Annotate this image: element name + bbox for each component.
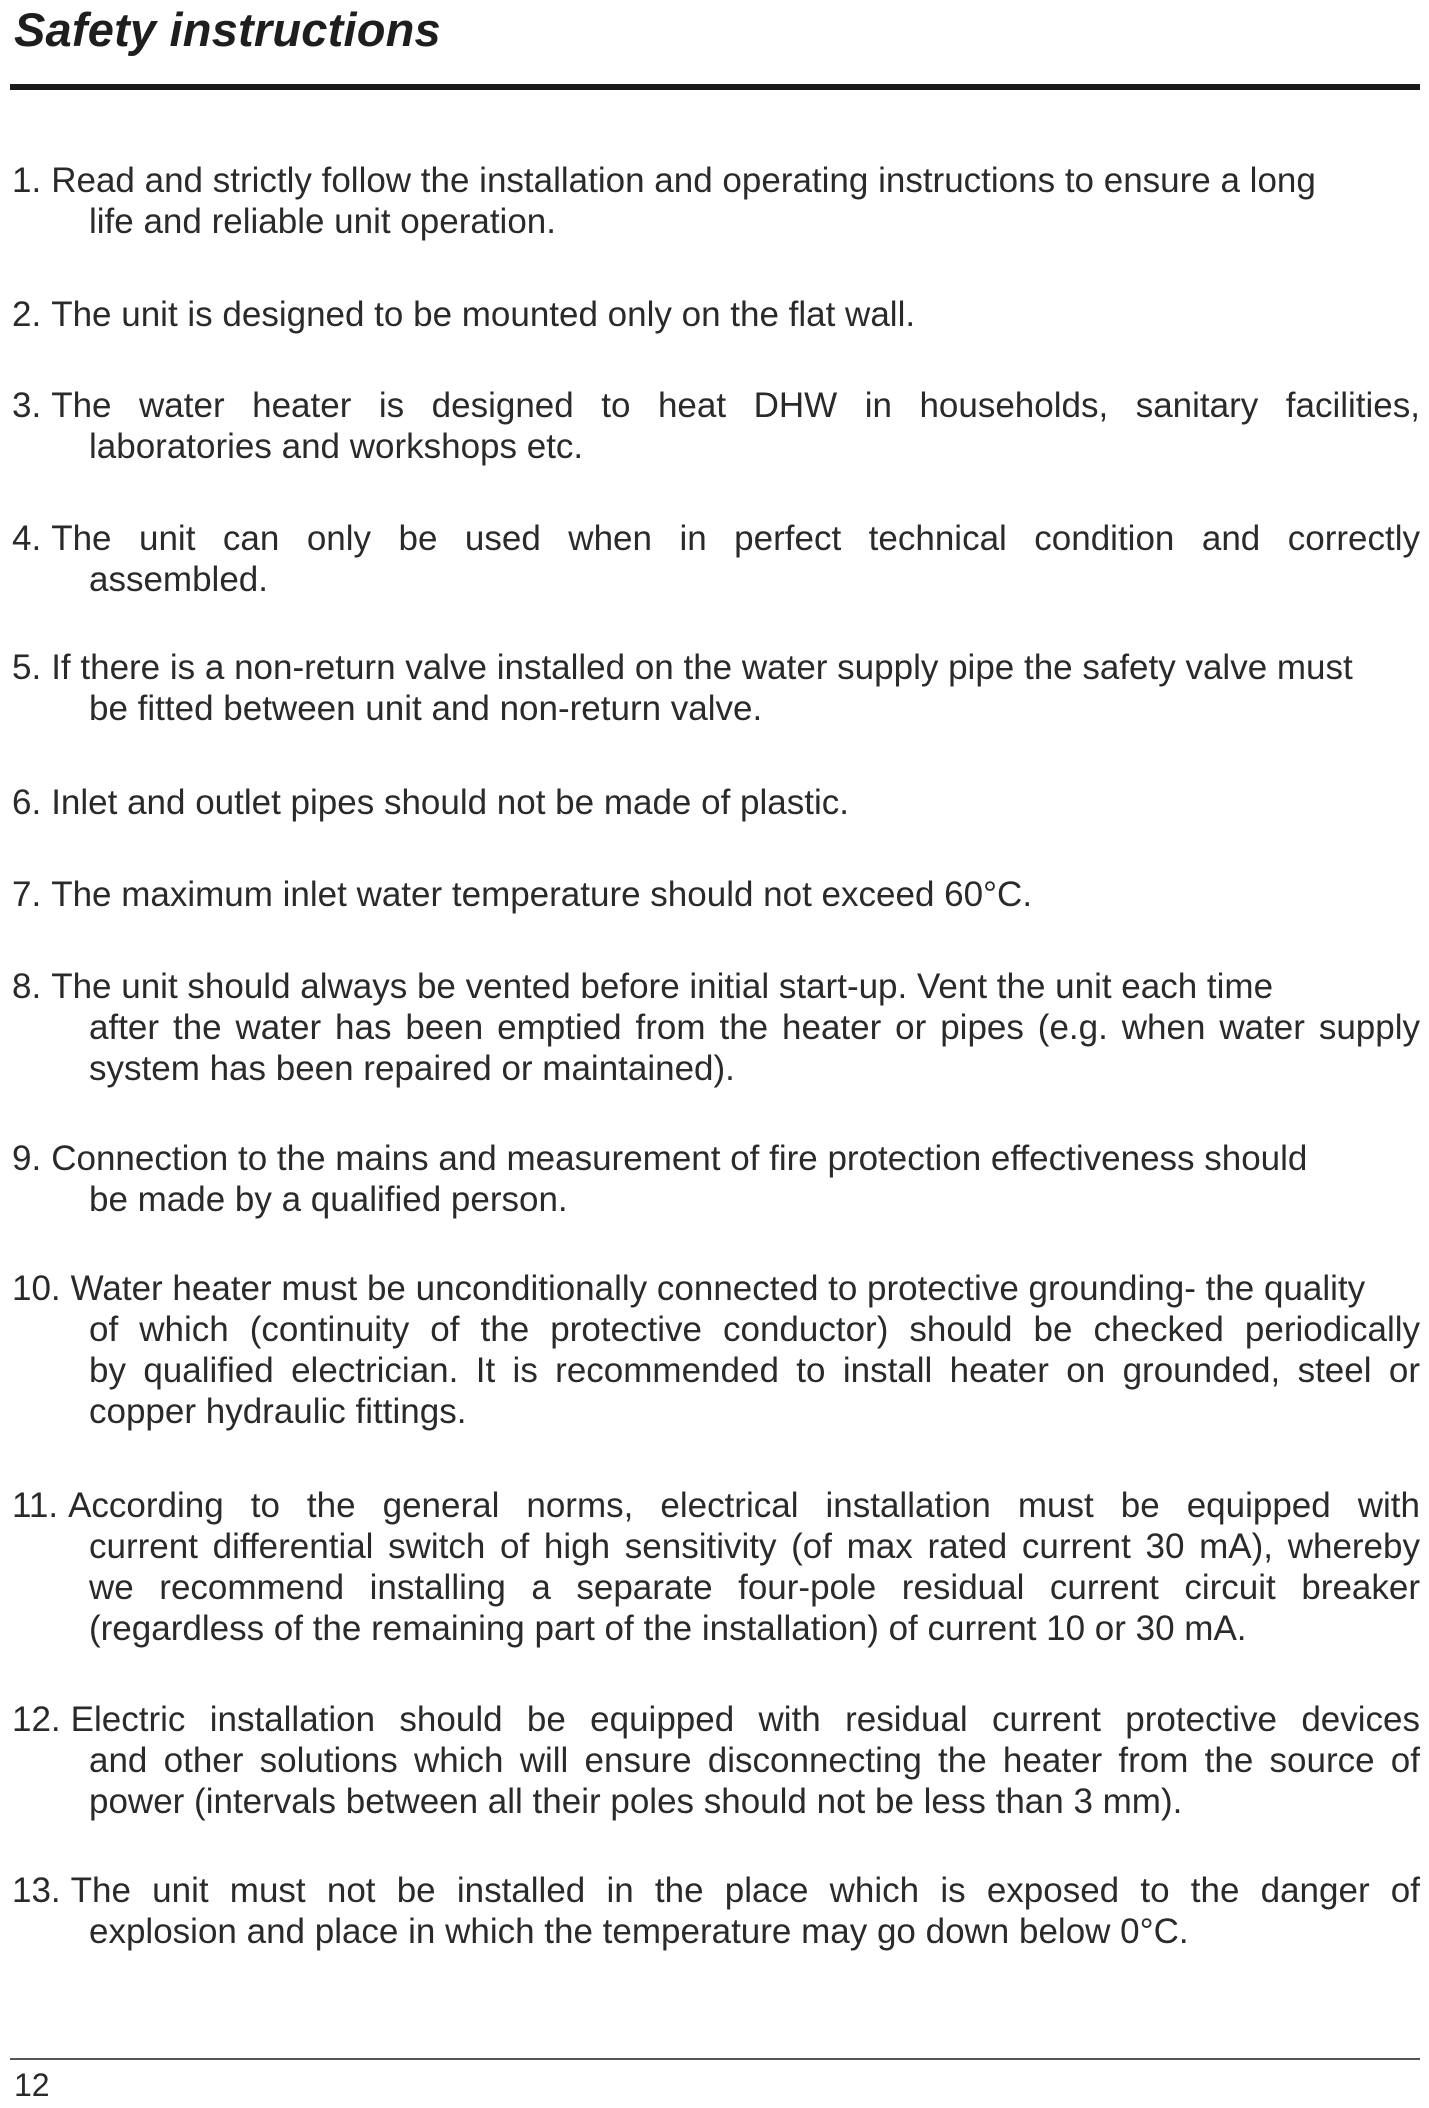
list-item-first-line — [12, 966, 1420, 1007]
list-item-number: 13. — [12, 1871, 61, 1910]
list-item-continuation: of which (continuity of the protective conductor) should be checked periodically — [89, 1310, 1420, 1349]
list-item-continuation: assembled. — [89, 560, 268, 599]
list-item-first-line — [12, 647, 1420, 688]
list-item-first-line — [12, 160, 1420, 201]
list-item — [12, 385, 1420, 467]
list-item-text: According to the general norms, electrical installation must be equipped with — [68, 1486, 1420, 1525]
list-item-first-line — [12, 782, 1420, 823]
list-item-continuation: by qualified electrician. It is recommended to install heater on grounded, steel or — [89, 1351, 1420, 1390]
page-title: Safety instructions — [14, 3, 441, 56]
list-item-continuation: and other solutions which will ensure disconnecting the heater from the source of — [89, 1741, 1420, 1780]
list-item-number: 3. — [12, 386, 42, 425]
page-number: 12 — [14, 2067, 50, 2103]
list-item-number: 5. — [12, 648, 42, 687]
list-item — [12, 1699, 1420, 1822]
list-item-first-line — [12, 294, 1420, 335]
list-item-first-line — [12, 1138, 1420, 1179]
list-item — [12, 874, 1420, 915]
list-item-text: Connection to the mains and measurement of fire protection effectiveness should — [51, 1139, 1308, 1178]
list-item — [12, 647, 1420, 729]
list-item-number: 6. — [12, 783, 42, 822]
list-item — [12, 518, 1420, 600]
list-item-continuation: be made by a qualified person. — [89, 1180, 568, 1219]
list-item — [12, 782, 1420, 823]
list-item-continuation: we recommend installing a separate four-pole residual current circuit breaker — [89, 1568, 1420, 1607]
list-item-continuation: system has been repaired or maintained). — [89, 1049, 735, 1088]
footer-divider — [10, 2058, 1420, 2060]
list-item-continuation: life and reliable unit operation. — [89, 202, 556, 241]
list-item-first-line — [12, 1699, 1420, 1740]
list-item — [12, 1485, 1420, 1649]
list-item-number: 9. — [12, 1139, 42, 1178]
list-item — [12, 160, 1420, 242]
title-divider — [10, 84, 1420, 90]
list-item-text: If there is a non-return valve installed on the water supply pipe the safety valve must — [51, 648, 1353, 687]
list-item-number: 8. — [12, 967, 42, 1006]
list-item-text: Electric installation should be equipped with residual current protective devices — [70, 1700, 1420, 1739]
list-item-continuation: be fitted between unit and non-return valve. — [89, 689, 763, 728]
list-item — [12, 294, 1420, 335]
list-item — [12, 1870, 1420, 1952]
list-item-number: 10. — [12, 1269, 61, 1308]
list-item — [12, 1268, 1420, 1432]
list-item-continuation: power (intervals between all their poles should not be less than 3 mm). — [89, 1782, 1183, 1821]
list-item — [12, 1138, 1420, 1220]
list-item-number: 4. — [12, 519, 42, 558]
list-item-text: The unit is designed to be mounted only on the flat wall. — [51, 295, 916, 334]
list-item-text: The water heater is designed to heat DHW in households, sanitary facilities, — [51, 386, 1420, 425]
list-item-continuation: explosion and place in which the temperature may go down below 0°C. — [89, 1912, 1189, 1951]
list-item-text: Inlet and outlet pipes should not be made of plastic. — [51, 783, 849, 822]
list-item-first-line — [12, 518, 1420, 559]
list-item-number: 1. — [12, 161, 42, 200]
list-item-number: 12. — [12, 1700, 61, 1739]
list-item-text: The unit can only be used when in perfect technical condition and correctly — [51, 519, 1420, 558]
list-item-continuation: laboratories and workshops etc. — [89, 427, 584, 466]
list-item-continuation: (regardless of the remaining part of the installation) of current 10 or 30 mA. — [89, 1609, 1247, 1648]
list-item-text: The unit should always be vented before initial start-up. Vent the unit each time — [51, 967, 1274, 1006]
list-item-number: 2. — [12, 295, 42, 334]
list-item-continuation: copper hydraulic fittings. — [89, 1392, 467, 1431]
list-item-text: Read and strictly follow the installation and operating instructions to ensure a long — [51, 161, 1316, 200]
list-item-continuation: after the water has been emptied from the heater or pipes (e.g. when water supply — [89, 1008, 1420, 1047]
list-item-text: Water heater must be unconditionally connected to protective grounding- the quality — [70, 1269, 1366, 1308]
list-item-text: The maximum inlet water temperature should not exceed 60°C. — [51, 875, 1033, 914]
list-item-text: The unit must not be installed in the place which is exposed to the danger of — [70, 1871, 1420, 1910]
list-item-first-line — [12, 1870, 1420, 1911]
list-item — [12, 966, 1420, 1089]
list-item-number: 7. — [12, 875, 42, 914]
list-item-first-line — [12, 1485, 1420, 1526]
list-item-number: 11. — [12, 1486, 59, 1525]
list-item-first-line — [12, 385, 1420, 426]
list-item-continuation: current differential switch of high sensitivity (of max rated current 30 mA), whereby — [89, 1527, 1420, 1566]
list-item-first-line — [12, 1268, 1420, 1309]
list-item-first-line — [12, 874, 1420, 915]
